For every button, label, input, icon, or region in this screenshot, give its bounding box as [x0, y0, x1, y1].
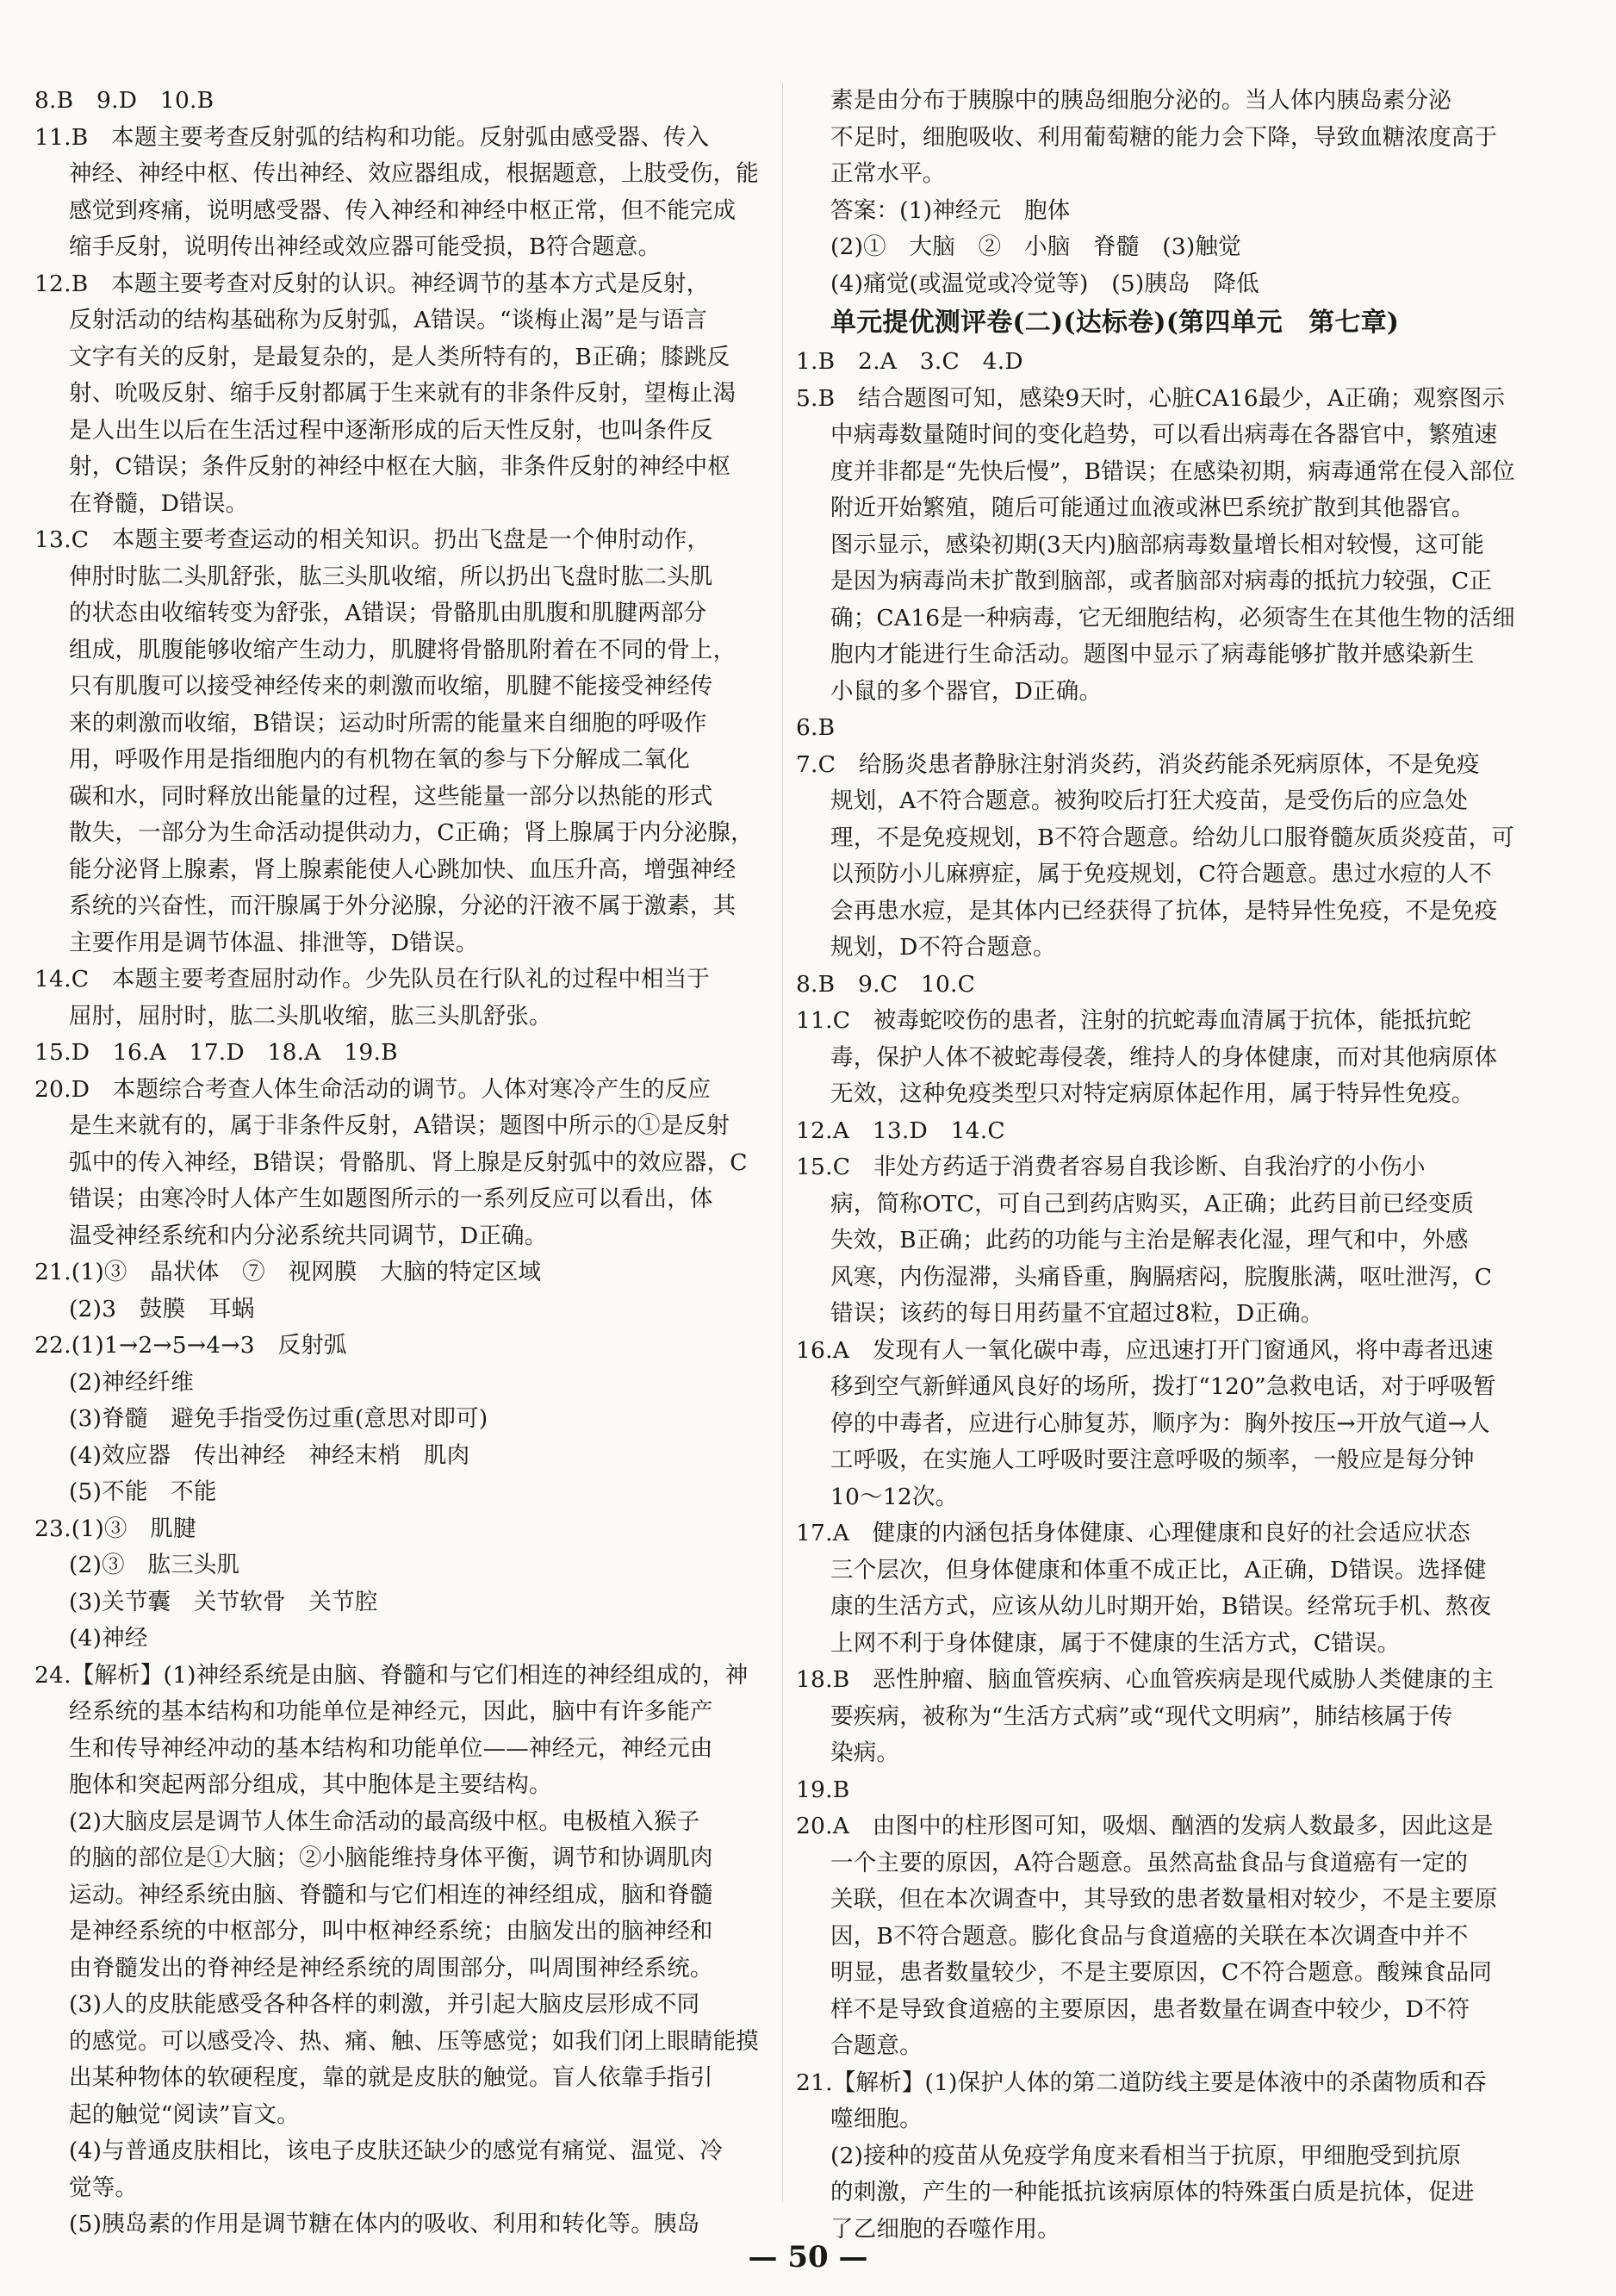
text-line: 7.C 给肠炎患者静脉注射消炎药，消炎药能杀死病原体，不是免疫 [796, 750, 1480, 778]
text-line: 11.B 本题主要考查反射弧的结构和功能。反射弧由感受器、传入 [34, 123, 710, 151]
text-line: 的脑的部位是①大脑；②小脑能维持身体平衡，调节和协调肌肉 [69, 1845, 713, 1871]
text-line: (5)不能 不能 [69, 1478, 217, 1505]
text-line: 文字有关的反射，是最复杂的，是人类所特有的，B正确；膝跳反 [69, 343, 730, 370]
text-line: 的刺激，产生的一种能抵抗该病原体的特殊蛋白质是抗体，促进 [830, 2179, 1475, 2206]
text-line: 答案：(1)神经元 胞体 [830, 196, 1071, 224]
text-line: (5)胰岛素的作用是调节糖在体内的吸收、利用和转化等。胰岛 [69, 2211, 700, 2237]
text-line: 小鼠的多个器官，D正确。 [830, 677, 1103, 705]
text-line: 康的生活方式，应该从幼儿时期开始，B错误。经常玩手机、熬夜 [830, 1593, 1492, 1620]
text-line: 毒，保护人体不被蛇毒侵袭，维持人的身体健康，而对其他病原体 [830, 1043, 1498, 1071]
text-line: 病，简称OTC，可自己到药店购买，A正确；此药目前已经变质 [830, 1190, 1475, 1217]
text-line: 1.B 2.A 3.C 4.D [796, 348, 1023, 375]
text-line: 样不是导致食道癌的主要原因，患者数量在调查中较少，D不符 [830, 1995, 1470, 2023]
text-line: 以预防小儿麻痹症，属于免疫规划，C符合题意。患过水痘的人不 [830, 861, 1493, 887]
text-line: 17.A 健康的内涵包括身体健康、心理健康和良好的社会适应状态 [796, 1520, 1470, 1546]
text-line: (3)脊髓 避免手指受伤过重(意思对即可) [69, 1405, 488, 1432]
text-line: 是生来就有的，属于非条件反射，A错误；题图中所示的①是反射 [69, 1112, 730, 1139]
text-line: 规划，A不符合题意。被狗咬后打狂犬疫苗，是受伤后的应急处 [830, 787, 1469, 814]
text-line: 8.B 9.D 10.B [34, 87, 214, 114]
right-column [796, 83, 1551, 2248]
text-line: 10～12次。 [830, 1483, 959, 1510]
text-line: 22.(1)1→2→5→4→3 反射弧 [34, 1332, 347, 1359]
text-line: 会再患水痘，是其体内已经获得了抗体，是特异性免疫，不是免疫 [830, 897, 1498, 924]
text-line: 错误；该药的每日用药量不宜超过8粒，D正确。 [830, 1300, 1324, 1327]
text-line: 移到空气新鲜通风良好的场所，拨打“120”急救电话，对于呼吸暂 [830, 1373, 1496, 1400]
text-line: (2)③ 肱三头肌 [69, 1552, 240, 1578]
text-line: 胞内才能进行生命活动。题图中显示了病毒能够扩散并感染新生 [830, 641, 1475, 668]
text-line: 经系统的基本结构和功能单位是神经元，因此，脑中有许多能产 [69, 1698, 713, 1725]
text-line: 12.A 13.D 14.C [796, 1117, 1005, 1144]
text-line: 是因为病毒尚未扩散到脑部，或者脑部对病毒的抵抗力较强，C正 [830, 568, 1493, 594]
text-line: 的状态由收缩转变为舒张，A错误；骨骼肌由肌腹和肌腱两部分 [69, 600, 707, 626]
text-line: (2)接种的疫苗从免疫学角度来看相当于抗原，甲细胞受到抗原 [830, 2142, 1462, 2169]
text-line: 要疾病，被称为“生活方式病”或“现代文明病”，肺结核属于传 [830, 1702, 1453, 1730]
text-line: 生和传导神经冲动的基本结构和功能单位——神经元，神经元由 [69, 1734, 713, 1762]
text-line: 23.(1)③ 肌腱 [34, 1515, 196, 1542]
text-line: 只有肌腹可以接受神经传来的刺激而收缩，肌腱不能接受神经传 [69, 673, 713, 700]
text-line: 正常水平。 [830, 160, 946, 187]
text-line: 理，不是免疫规划，B不符合题意。给幼儿口服脊髓灰质炎疫苗，可 [830, 824, 1514, 851]
text-line: 的感觉。可以感受冷、热、痛、触、压等感觉；如我们闭上眼睛能摸 [69, 2027, 759, 2055]
text-line: 是人出生以后在生活过程中逐渐形成的后天性反射，也叫条件反 [69, 416, 713, 444]
text-line: 附近开始繁殖，随后可能通过血液或淋巴系统扩散到其他器官。 [830, 495, 1475, 521]
text-line: 素是由分布于胰腺中的胰岛细胞分泌的。当人体内胰岛素分泌 [830, 87, 1451, 114]
text-line: 来的刺激而收缩，B错误；运动时所需的能量来自细胞的呼吸作 [69, 709, 707, 737]
text-line: 感觉到疼痛，说明感受器、传入神经和神经中枢正常，但不能完成 [69, 196, 737, 224]
text-line: 8.B 9.C 10.C [796, 970, 976, 998]
text-line: 由脊髓发出的脊神经是神经系统的周围部分，叫周围神经系统。 [69, 1954, 713, 1982]
text-line: 染病。 [830, 1739, 900, 1766]
text-line: 15.D 16.A 17.D 18.A 19.B [34, 1039, 398, 1066]
text-line: (4)效应器 传出神经 神经末梢 肌肉 [69, 1441, 470, 1469]
text-line: 不足时，细胞吸收、利用葡萄糖的能力会下降，导致血糖浓度高于 [830, 123, 1498, 151]
text-line: 14.C 本题主要考查屈肘动作。少先队员在行队礼的过程中相当于 [34, 966, 711, 992]
text-line: (2)大脑皮层是调节人体生命活动的最高级中枢。电极植入猴子 [69, 1808, 700, 1835]
text-line: 工呼吸，在实施人工呼吸时要注意呼吸的频率，一般应是每分钟 [830, 1447, 1475, 1473]
text-line: 缩手反射，说明传出神经或效应器可能受损，B符合题意。 [69, 233, 662, 260]
text-line: (4)神经 [69, 1625, 148, 1652]
text-line: 20.D 本题综合考查人体生命活动的调节。人体对寒冷产生的反应 [34, 1075, 712, 1103]
text-line: 反射活动的结构基础称为反射弧，A错误。“谈梅止渴”是与语言 [69, 307, 708, 333]
text-line: 上网不利于身体健康，属于不健康的生活方式，C错误。 [830, 1629, 1401, 1657]
text-line: 组成，肌腹能够收缩产生动力，肌腱将骨骼肌附着在不同的骨上， [69, 636, 737, 663]
text-line: 起的触觉“阅读”盲文。 [69, 2100, 300, 2128]
text-line: 屈肘，屈肘时，肱二头肌收缩，肱三头肌舒张。 [69, 1002, 552, 1030]
text-line: 16.A 发现有人一氧化碳中毒，应迅速打开门窗通风，将中毒者迅速 [796, 1336, 1494, 1364]
text-line: 5.B 结合题图可知，感染9天时，心脏CA16最少，A正确；观察图示 [796, 384, 1506, 412]
text-line: 6.B [796, 714, 836, 741]
text-line: 系统的兴奋性，而汗腺属于外分泌腺，分泌的汗液不属于激素，其 [69, 893, 737, 919]
text-line: (4)与普通皮肤相比，该电子皮肤还缺少的感觉有痛觉、温觉、冷 [69, 2137, 724, 2164]
page-number: — 50 — [748, 2240, 868, 2274]
text-line: (3)关节囊 关节软骨 关节腔 [69, 1588, 378, 1615]
text-line: 停的中毒者，应进行心肺复苏，顺序为：胸外按压→开放气道→人 [830, 1409, 1490, 1437]
text-line: (2)神经纤维 [69, 1368, 194, 1396]
text-line: 13.C 本题主要考查运动的相关知识。扔出飞盘是一个伸肘动作， [34, 526, 711, 553]
text-line: 20.A 由图中的柱形图可知，吸烟、酗酒的发病人数最多，因此这是 [796, 1813, 1494, 1839]
text-line: 18.B 恶性肿瘤、脑血管疾病、心血管疾病是现代威胁人类健康的主 [796, 1666, 1495, 1693]
text-line: 能分泌肾上腺素，肾上腺素能使人心跳加快、血压升高，增强神经 [69, 856, 737, 883]
text-line: 射、吮吸反射、缩手反射都属于生来就有的非条件反射，望梅止渴 [69, 380, 737, 407]
text-line: 19.B [796, 1776, 850, 1803]
text-line: 运动。神经系统由脑、脊髓和与它们相连的神经组成，脑和脊髓 [69, 1881, 713, 1908]
text-line: 合题意。 [830, 2032, 923, 2059]
text-line: 确；CA16是一种病毒，它无细胞结构，必须寄生在其他生物的活细 [830, 604, 1515, 632]
text-line: 因，B不符合题意。膨化食品与食道癌的关联在本次调查中并不 [830, 1922, 1469, 1950]
text-line: 胞体和突起两部分组成，其中胞体是主要结构。 [69, 1771, 552, 1798]
text-line: 12.B 本题主要考查对反射的认识。神经调节的基本方式是反射， [34, 270, 710, 297]
text-line: (2)3 鼓膜 耳蜗 [69, 1295, 255, 1322]
text-line: 碳和水，同时释放出能量的过程，这些能量一部分以热能的形式 [69, 782, 713, 810]
section-title: 单元提优测评卷(二)(达标卷)(第四单元 第七章) [830, 308, 1400, 338]
text-line: 觉等。 [69, 2174, 139, 2201]
text-line: 射，C错误；条件反射的神经中枢在大脑，非条件反射的神经中枢 [69, 453, 731, 480]
text-line: 失效，B正确；此药的功能与主治是解表化湿，理气和中，外感 [830, 1227, 1469, 1254]
text-line: 图示显示，感染初期(3天内)脑部病毒数量增长相对较慢，这可能 [830, 531, 1485, 558]
text-line: 出某种物体的软硬程度，靠的就是皮肤的触觉。盲人依靠手指引 [69, 2064, 713, 2091]
left-column [34, 83, 768, 2243]
text-line: 温受神经系统和内分泌系统共同调节，D正确。 [69, 1222, 548, 1249]
text-line: 无效，这种免疫类型只对特定病原体起作用，属于特异性免疫。 [830, 1080, 1475, 1107]
text-line: 噬细胞。 [830, 2106, 923, 2132]
text-line: 错误；由寒冷时人体产生如题图所示的一系列反应可以看出，体 [69, 1185, 713, 1212]
text-line: 11.C 被毒蛇咬伤的患者，注射的抗蛇毒血清属于抗体，能抵抗蛇 [796, 1007, 1472, 1034]
text-line: 用，呼吸作用是指细胞内的有机物在氧的参与下分解成二氧化 [69, 746, 690, 773]
text-line: 规划，D不符合题意。 [830, 934, 1056, 961]
column-divider [782, 83, 783, 2202]
text-line: 伸肘时肱二头肌舒张，肱三头肌收缩，所以扔出飞盘时肱二头肌 [69, 563, 713, 590]
text-line: 了乙细胞的吞噬作用。 [830, 2215, 1060, 2243]
text-line: 21.【解析】(1)保护人体的第二道防线主要是体液中的杀菌物质和吞 [796, 2069, 1487, 2096]
text-line: (2)① 大脑 ② 小脑 脊髓 (3)触觉 [830, 233, 1241, 260]
text-line: 弧中的传入神经，B错误；骨骼肌、肾上腺是反射弧中的效应器，C [69, 1148, 748, 1176]
text-line: 一个主要的原因，A符合题意。虽然高盐食品与食道癌有一定的 [830, 1849, 1469, 1876]
text-line: 主要作用是调节体温、排泄等，D错误。 [69, 929, 479, 956]
text-line: 神经、神经中枢、传出神经、效应器组成，根据题意，上肢受伤，能 [69, 160, 759, 187]
text-line: 中病毒数量随时间的变化趋势，可以看出病毒在各器官中，繁殖速 [830, 421, 1498, 448]
text-line: (3)人的皮肤能感受各种各样的刺激，并引起大脑皮层形成不同 [69, 1991, 700, 2018]
text-line: 风寒，内伤湿滞，头痛昏重，胸膈痞闷，脘腹胀满，呕吐泄泻，C [830, 1263, 1493, 1291]
text-line: 15.C 非处方药适于消费者容易自我诊断、自我治疗的小伤小 [796, 1154, 1426, 1180]
text-line: (4)痛觉(或温觉或冷觉等) (5)胰岛 降低 [830, 270, 1259, 297]
text-line: 散失，一部分为生命活动提供动力，C正确；肾上腺属于内分泌腺， [69, 819, 754, 846]
text-line: 三个层次，但身体健康和体重不成正比，A正确，D错误。选择健 [830, 1556, 1487, 1584]
text-line: 关联，但在本次调查中，其导致的患者数量相对较少，不是主要原 [830, 1886, 1498, 1913]
text-line: 在脊髓，D错误。 [69, 489, 249, 517]
text-line: 21.(1)③ 晶状体 ⑦ 视网膜 大脑的特定区域 [34, 1259, 542, 1285]
text-line: 明显，患者数量较少，不是主要原因，C不符合题意。酸辣食品同 [830, 1959, 1493, 1986]
text-line: 24.【解析】(1)神经系统是由脑、脊髓和与它们相连的神经组成的，神 [34, 1661, 749, 1689]
text-line: 度并非都是“先快后慢”，B错误；在感染初期，病毒通常在侵入部位 [830, 457, 1515, 485]
text-line: 是神经系统的中枢部分，叫中枢神经系统；由脑发出的脑神经和 [69, 1918, 713, 1944]
